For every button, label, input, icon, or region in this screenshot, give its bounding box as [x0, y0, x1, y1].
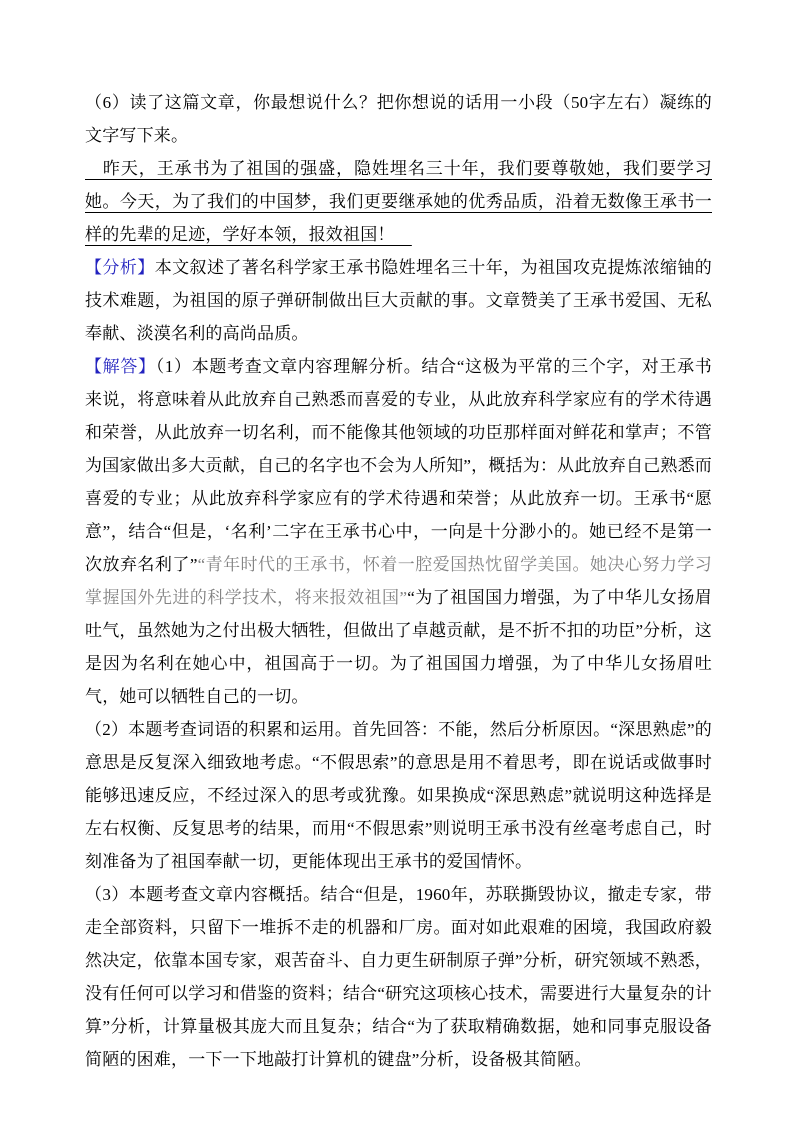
text-segment-label: 【分析】	[85, 258, 155, 277]
student-answer-underlined	[85, 152, 712, 251]
document-body	[85, 86, 712, 1076]
question-6	[85, 86, 712, 152]
text-segment-normal: （1）本题考查文章内容理解分析。结合“这极为平常的三个字，对王承书来说，将意味着从此放弃自己熟悉而喜爱的专业，从此放弃科学家应有的学术待遇和荣誉，从此放弃一切名利，而不能像其他领域的功臣那样面对鲜花和掌声；不管为国家做出多大贡献，自己的名字也不会为人所知”，概括为：从此放弃自己熟悉而喜爱的专业；从此放弃科学家应有的学术待遇和荣誉；从此放弃一切。王承书“愿意”，结合“但是，‘名利’二字在王承书心中，一向是十分渺小的。她已经不是第一次放弃名利了”	[85, 357, 712, 574]
text-segment-normal: （2）本题考查词语的积累和运用。首先回答：不能，然后分析原因。“深思熟虑”的意思是反复深入细致地考虑。“不假思索”的意思是用不着思考，即在说话或做事时能够迅速反应，不经过深入的思考或犹豫。如果换成“深思熟虑”就说明这种选择是左右权衡、反复思考的结果，而用“不假思索”则说明王承书没有丝毫考虑自己，时刻准备为了祖国奉献一切，更能体现出王承书的爱国情怀。	[85, 720, 712, 871]
text-segment-normal: （3）本题考查文章内容概括。结合“但是，1960年，苏联撕毁协议，撤走专家，带走全部资料，只留下一堆拆不走的机器和厂房。面对如此艰难的困境，我国政府毅然决定，依靠本国专家，艰苦奋斗、自力更生研制原子弹”分析，研究领域不熟悉，没有任何可以学习和借鉴的资料；结合“研究这项核心技术，需要进行大量复杂的计算”分析，计算量极其庞大而且复杂；结合“为了获取精确数据，她和同事克服设备简陋的困难，一下一下地敲打计算机的键盘”分析，设备极其简陋。	[85, 885, 712, 1069]
text-segment-normal: （6）读了这篇文章，你最想说什么？把你想说的话用一小段（50字左右）凝练的文字写下来。	[85, 93, 712, 145]
analysis-paragraph	[85, 251, 712, 350]
text-segment-normal: “为了祖国国力增强，为了中华儿女扬眉吐气，虽然她为之付出极大牺牲，但做出了卓越贡献，是不折不扣的功臣”分析，这是因为名利在她心中，祖国高于一切。为了祖国国力增强，为了中华儿女扬眉吐气，她可以牺牲自己的一切。	[85, 588, 712, 706]
text-segment-normal: 本文叙述了著名科学家王承书隐姓埋名三十年，为祖国攻克提炼浓缩铀的技术难题，为祖国的原子弹研制做出巨大贡献的事。文章赞美了王承书爱国、无私奉献、淡漠名利的高尚品质。	[85, 258, 712, 343]
answer-part-3	[85, 878, 712, 1076]
text-segment-underline: 昨天，王承书为了祖国的强盛，隐姓埋名三十年，我们要尊敬她，我们要学习她。今天，为了我们的中国梦，我们更要继承她的优秀品质，沿着无数像王承书一样的先辈的足迹，学好本领，报效祖国！	[85, 159, 712, 244]
answer-part-1	[85, 350, 712, 713]
answer-part-2	[85, 713, 712, 878]
text-segment-gray: “青年时代的王承书，怀着一腔爱国热忱留学美国。她决心努力学习掌握国外先进的科学技术，将来报效祖国”	[85, 555, 712, 607]
text-segment-label: 【解答】	[85, 357, 156, 376]
